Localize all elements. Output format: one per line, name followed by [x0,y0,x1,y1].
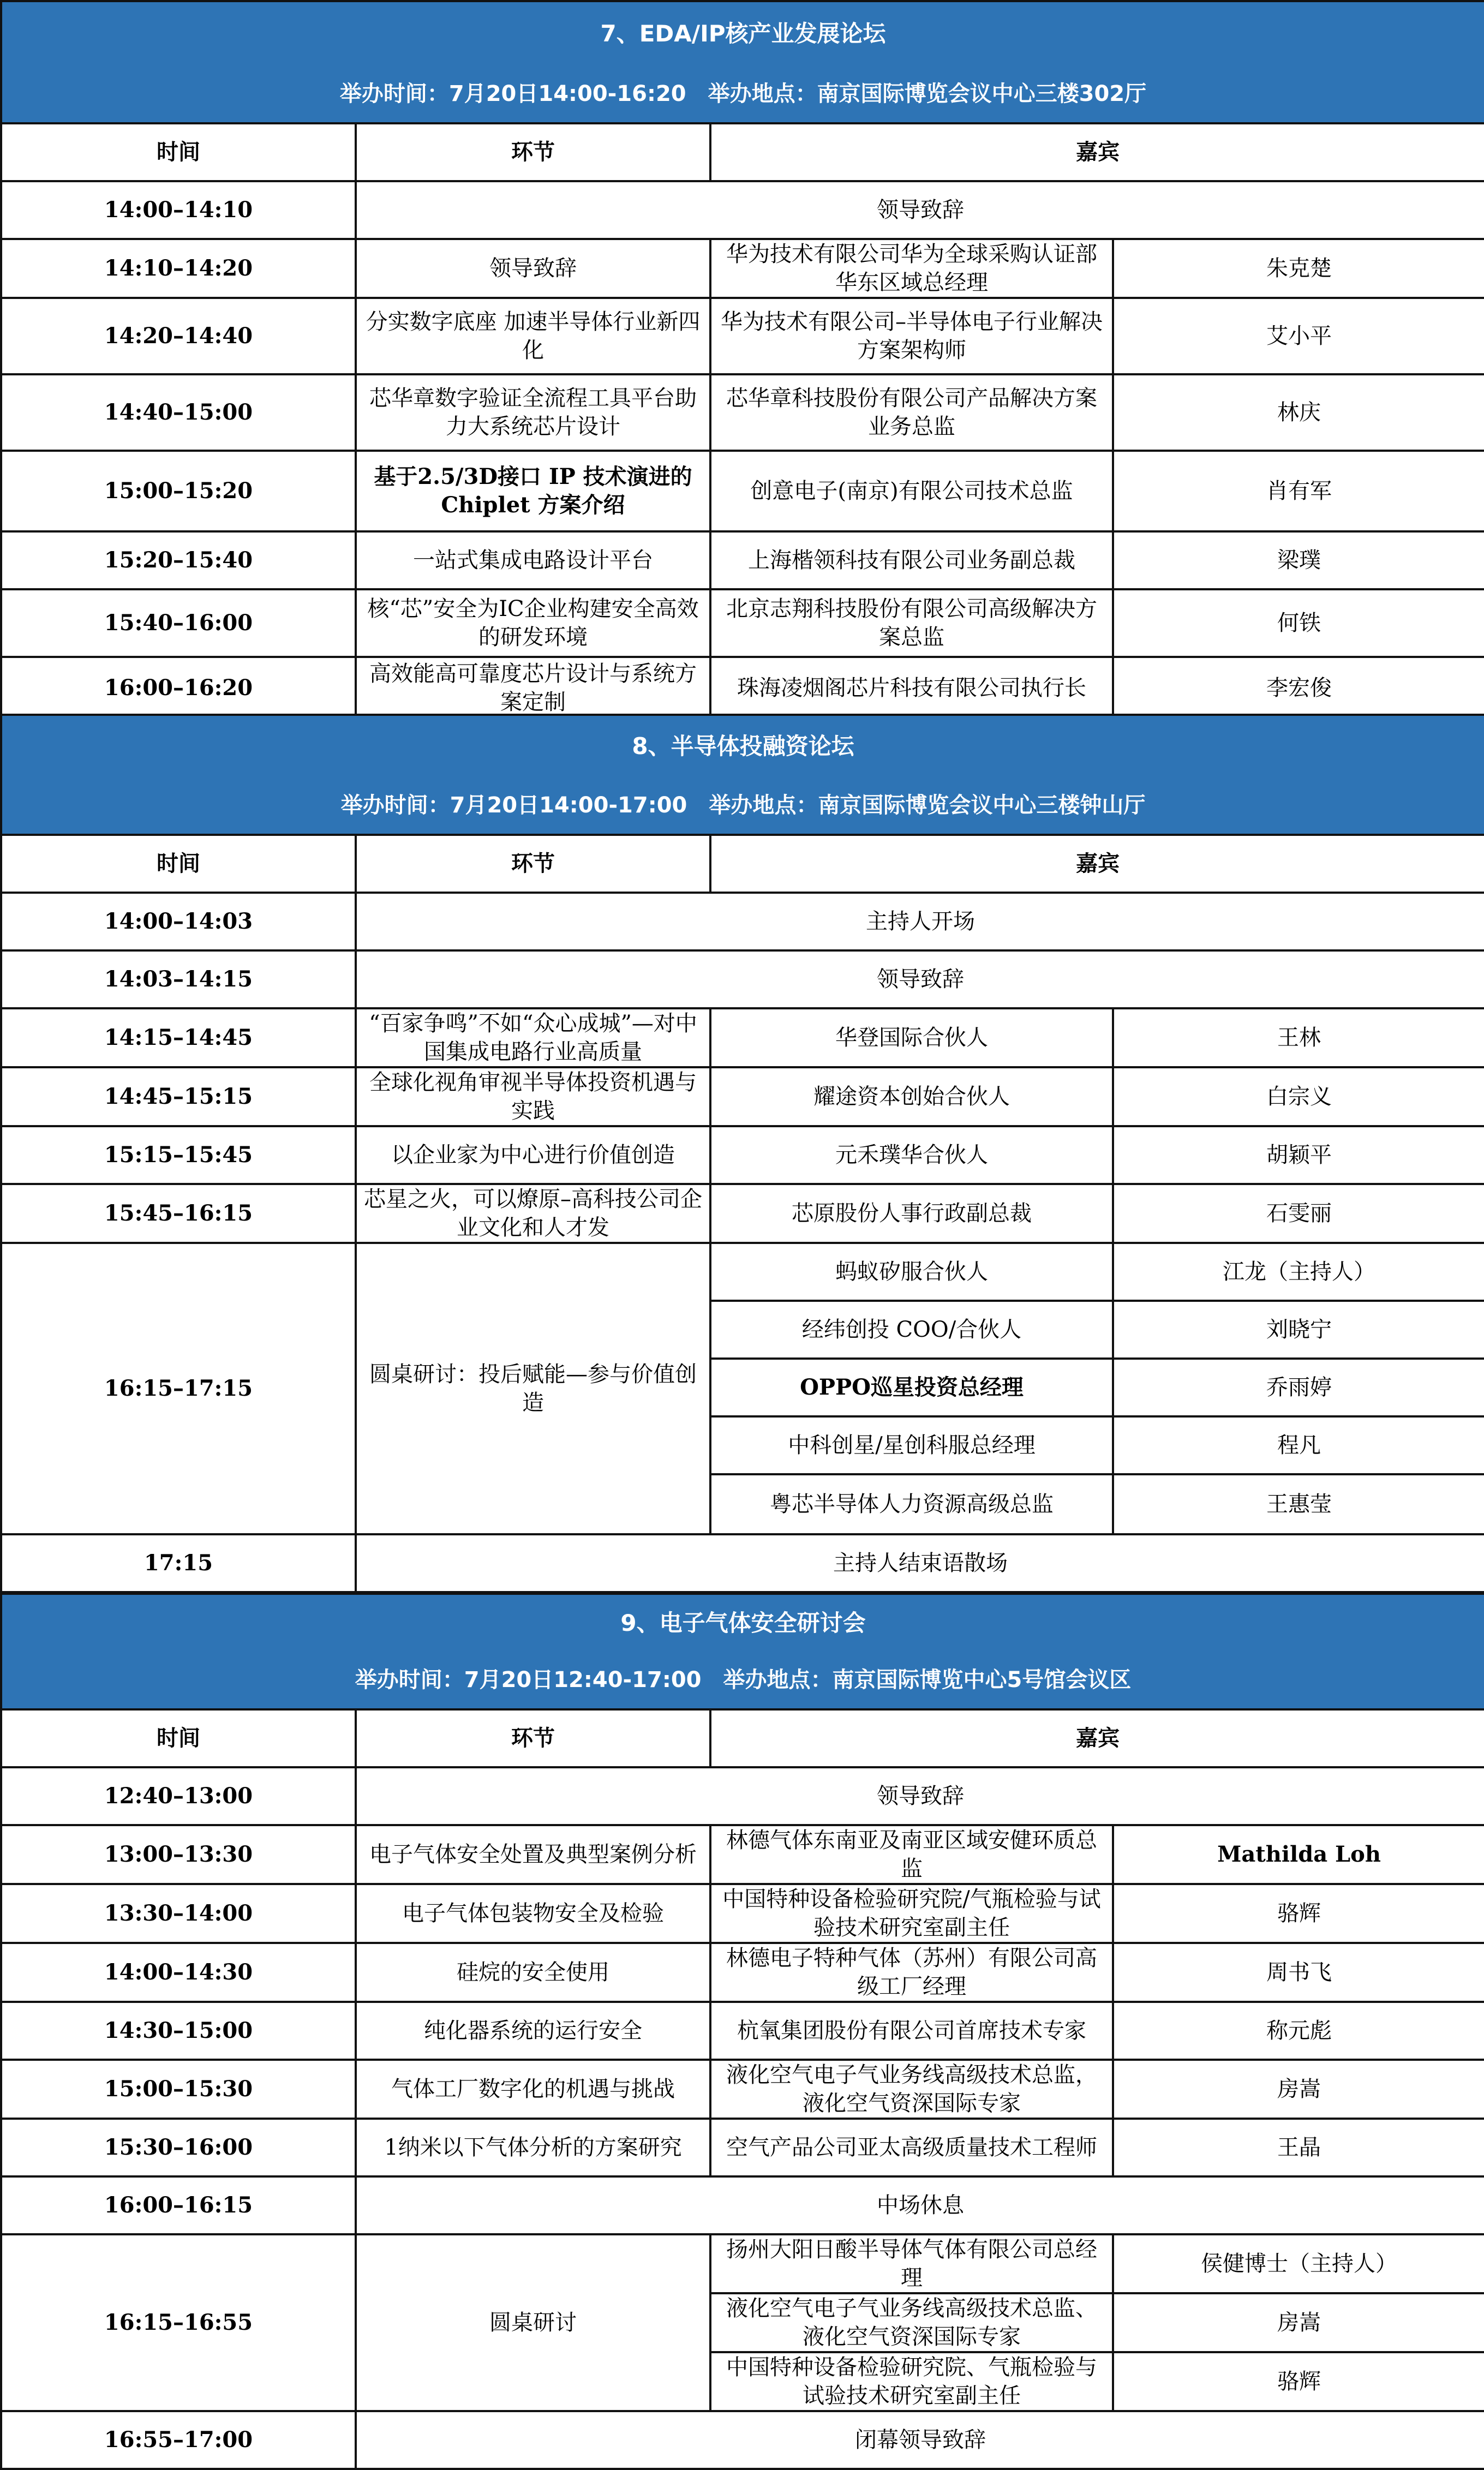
row-session: 领导致辞 [356,181,1484,239]
header-session: 环节 [356,1709,710,1767]
header-guest: 嘉宾 [710,123,1484,181]
table-row [1,451,1484,531]
row-session: 全球化视角审视半导体投资机遇与实践 [356,1067,710,1126]
row-time: 13:30–14:00 [1,1884,356,1943]
row-org: 元禾璞华合伙人 [710,1126,1113,1184]
row-session: 芯华章数字验证全流程工具平台助力大系统芯片设计 [356,374,710,451]
table-row [1,2002,1484,2060]
row-session: 主持人开场 [356,893,1484,950]
row-session: 1纳米以下气体分析的方案研究 [356,2119,710,2176]
table-row [1,1534,1484,1592]
row-org: 中国特种设备检验研究院/气瓶检验与试验技术研究室副主任 [710,1884,1113,1943]
row-session: “百家争鸣”不如“众心成城”—对中国集成电路行业高质量 [356,1008,710,1067]
row-org: 液化空气电子气业务线高级技术总监，液化空气资深国际专家 [710,2060,1113,2119]
panel-speaker: 房嵩 [1113,2293,1484,2352]
panel-speaker: 侯健博士（主持人） [1113,2234,1484,2293]
row-org: 北京志翔科技股份有限公司高级解决方案总监 [710,589,1113,657]
header-session: 环节 [356,835,710,893]
row-org: 耀途资本创始合伙人 [710,1067,1113,1126]
row-time: 14:30–15:00 [1,2002,356,2060]
header-time: 时间 [1,835,356,893]
row-session: 基于2.5/3D接口 IP 技术演进的Chiplet 方案介绍 [356,451,710,531]
section-info: 举办时间：7月20日14:00-16:20 举办地点：南京国际博览会议中心三楼302厅 [1,65,1484,123]
row-speaker: 胡颖平 [1113,1126,1484,1184]
panel-row [1,2234,1484,2293]
row-time: 14:00–14:10 [1,181,356,239]
row-time: 15:20–15:40 [1,531,356,589]
row-speaker: 王晶 [1113,2119,1484,2176]
row-speaker: 梁璞 [1113,531,1484,589]
table-row [1,2060,1484,2119]
row-org: 华登国际合伙人 [710,1008,1113,1067]
row-speaker: 房嵩 [1113,2060,1484,2119]
row-session: 以企业家为中心进行价值创造 [356,1126,710,1184]
row-time: 14:03–14:15 [1,950,356,1008]
section-title: 9、电子气体安全研讨会 [1,1594,1484,1652]
row-speaker: 李宏俊 [1113,657,1484,719]
row-org: 华为技术有限公司–半导体电子行业解决方案架构师 [710,298,1113,374]
panel-speaker: 乔雨婷 [1113,1359,1484,1416]
section-9-table [0,1593,1484,2470]
row-session: 领导致辞 [356,1767,1484,1825]
row-session: 纯化器系统的运行安全 [356,2002,710,2060]
row-org: 芯华章科技股份有限公司产品解决方案业务总监 [710,374,1113,451]
table-row [1,657,1484,719]
table-row [1,2119,1484,2176]
row-org: 创意电子(南京)有限公司技术总监 [710,451,1113,531]
row-session: 分实数字底座 加速半导体行业新四化 [356,298,710,374]
row-org: 杭氧集团股份有限公司首席技术专家 [710,2002,1113,2060]
row-time: 14:45–15:15 [1,1067,356,1126]
row-speaker: 何铁 [1113,589,1484,657]
row-speaker: 肖有军 [1113,451,1484,531]
table-row [1,1884,1484,1943]
row-session: 主持人结束语散场 [356,1534,1484,1592]
row-session: 领导致辞 [356,239,710,298]
row-time: 15:15–15:45 [1,1126,356,1184]
header-guest: 嘉宾 [710,1709,1484,1767]
panel-speaker: 江龙（主持人） [1113,1243,1484,1301]
row-time: 16:00–16:20 [1,657,356,719]
table-row [1,1767,1484,1825]
row-session: 硅烷的安全使用 [356,1943,710,2002]
row-session: 芯星之火，可以燎原–高科技公司企业文化和人才发 [356,1184,710,1243]
table-row [1,374,1484,451]
row-session: 电子气体包装物安全及检验 [356,1884,710,1943]
row-org: 林德气体东南亚及南亚区域安健环质总监 [710,1825,1113,1884]
row-session: 圆桌研讨 [356,2234,710,2411]
panel-row [1,1243,1484,1301]
table-row [1,239,1484,298]
row-time: 15:45–16:15 [1,1184,356,1243]
row-session: 高效能高可靠度芯片设计与系统方案定制 [356,657,710,719]
row-speaker: 周书飞 [1113,1943,1484,2002]
panel-speaker: 刘晓宁 [1113,1301,1484,1359]
section-7-table [0,0,1484,720]
row-session: 中场休息 [356,2176,1484,2234]
row-time: 15:00–15:20 [1,451,356,531]
panel-org: 中国特种设备检验研究院、气瓶检验与试验技术研究室副主任 [710,2352,1113,2411]
row-speaker: 王林 [1113,1008,1484,1067]
row-speaker: 朱克楚 [1113,239,1484,298]
row-org: 上海楷领科技有限公司业务副总裁 [710,531,1113,589]
row-session: 一站式集成电路设计平台 [356,531,710,589]
section-8-table [0,714,1484,1593]
table-row [1,2176,1484,2234]
row-time: 16:15–16:55 [1,2234,356,2411]
row-time: 15:00–15:30 [1,2060,356,2119]
row-session: 领导致辞 [356,950,1484,1008]
panel-org: OPPO巡星投资总经理 [710,1359,1113,1416]
row-session: 核“芯”安全为IC企业构建安全高效的研发环境 [356,589,710,657]
row-session: 气体工厂数字化的机遇与挑战 [356,2060,710,2119]
row-speaker: Mathilda Loh [1113,1825,1484,1884]
row-org: 林德电子特种气体（苏州）有限公司高级工厂经理 [710,1943,1113,2002]
section-info: 举办时间：7月20日12:40-17:00 举办地点：南京国际博览中心5号馆会议区 [1,1652,1484,1709]
row-speaker: 白宗义 [1113,1067,1484,1126]
header-time: 时间 [1,1709,356,1767]
row-session: 圆桌研讨：投后赋能—参与价值创造 [356,1243,710,1534]
row-speaker: 骆辉 [1113,1884,1484,1943]
row-time: 12:40–13:00 [1,1767,356,1825]
table-row [1,589,1484,657]
row-org: 珠海凌烟阁芯片科技有限公司执行长 [710,657,1113,719]
row-time: 14:20–14:40 [1,298,356,374]
panel-speaker: 骆辉 [1113,2352,1484,2411]
table-row [1,893,1484,950]
row-session: 电子气体安全处置及典型案例分析 [356,1825,710,1884]
row-time: 16:00–16:15 [1,2176,356,2234]
header-guest: 嘉宾 [710,835,1484,893]
header-time: 时间 [1,123,356,181]
section-title: 8、半导体投融资论坛 [1,715,1484,777]
row-time: 16:15–17:15 [1,1243,356,1534]
table-row [1,1067,1484,1126]
row-speaker: 石雯丽 [1113,1184,1484,1243]
table-row [1,181,1484,239]
panel-org: 液化空气电子气业务线高级技术总监、液化空气资深国际专家 [710,2293,1113,2352]
table-row [1,1126,1484,1184]
table-row [1,1825,1484,1884]
panel-speaker: 王惠莹 [1113,1474,1484,1534]
table-row [1,1008,1484,1067]
section-info: 举办时间：7月20日14:00-17:00 举办地点：南京国际博览会议中心三楼钟山厅 [1,777,1484,835]
table-row [1,298,1484,374]
row-time: 16:55–17:00 [1,2411,356,2469]
table-row [1,950,1484,1008]
row-time: 15:40–16:00 [1,589,356,657]
table-row [1,1184,1484,1243]
header-session: 环节 [356,123,710,181]
table-row [1,2411,1484,2469]
row-time: 17:15 [1,1534,356,1592]
section-title: 7、EDA/IP核产业发展论坛 [1,1,1484,65]
table-row [1,531,1484,589]
row-session: 闭幕领导致辞 [356,2411,1484,2469]
row-time: 13:00–13:30 [1,1825,356,1884]
row-time: 15:30–16:00 [1,2119,356,2176]
panel-org: 经纬创投 COO/合伙人 [710,1301,1113,1359]
panel-org: 蚂蚁矽服合伙人 [710,1243,1113,1301]
panel-org: 扬州大阳日酸半导体气体有限公司总经理 [710,2234,1113,2293]
row-time: 14:00–14:30 [1,1943,356,2002]
row-speaker: 林庆 [1113,374,1484,451]
row-time: 14:00–14:03 [1,893,356,950]
row-speaker: 称元彪 [1113,2002,1484,2060]
row-org: 空气产品公司亚太高级质量技术工程师 [710,2119,1113,2176]
table-row [1,1943,1484,2002]
panel-org: 中科创星/星创科服总经理 [710,1416,1113,1474]
row-org: 华为技术有限公司华为全球采购认证部华东区域总经理 [710,239,1113,298]
row-org: 芯原股份人事行政副总裁 [710,1184,1113,1243]
row-time: 14:15–14:45 [1,1008,356,1067]
panel-org: 粤芯半导体人力资源高级总监 [710,1474,1113,1534]
row-time: 14:10–14:20 [1,239,356,298]
panel-speaker: 程凡 [1113,1416,1484,1474]
row-speaker: 艾小平 [1113,298,1484,374]
row-time: 14:40–15:00 [1,374,356,451]
